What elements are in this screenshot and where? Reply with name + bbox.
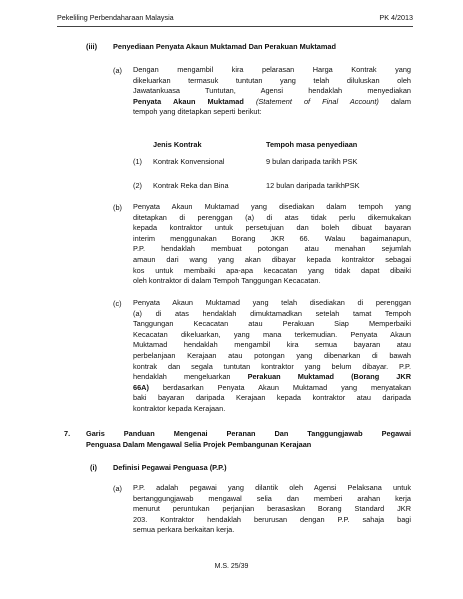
- table-row-period: 9 bulan daripada tarikh PSK: [266, 157, 358, 166]
- table-header-contract-type: Jenis Kontrak: [153, 140, 202, 149]
- header-rule: [57, 26, 413, 27]
- section-7-i-heading: Definisi Pegawai Penguasa (P.P.): [113, 463, 227, 472]
- paragraph-a-line: Jawatankuasa Tuntutan, Agensi hendaklah menyediakan: [133, 86, 411, 96]
- table-row-number: (2): [133, 181, 142, 190]
- section-7-paragraph-a: [133, 483, 411, 536]
- table-row-type: Kontrak Konvensional: [153, 157, 225, 166]
- paragraph-b-line: ditetapkan di perenggan (a) di atas tidak perlu dikemukakan: [133, 212, 411, 222]
- paragraph-c-line: (a) di atas hendaklah dimuktamadkan setelah tamat Tempoh: [133, 308, 411, 318]
- header-left: Pekeliling Perbendaharaan Malaysia: [57, 13, 174, 22]
- table-header-preparation-period: Tempoh masa penyediaan: [266, 140, 358, 149]
- paragraph-c-label: (c): [113, 299, 122, 308]
- paragraph-b-line: P.P. hendaklah membuat potongan atau menahan sejumlah: [133, 244, 411, 254]
- page-number: M.S. 25/39: [214, 563, 249, 570]
- paragraph-b-line: oleh kontraktor di dalam Tempoh Tanggungan Kecacatan.: [133, 276, 321, 286]
- section-7-heading-line: Garis Panduan Mengenai Peranan Dan Tanggungjawab Pegawai: [86, 429, 411, 438]
- section-iii-heading: Penyediaan Penyata Akaun Muktamad Dan Perakuan Muktamad: [113, 42, 336, 51]
- paragraph-c-line: kontrak dan segala tuntutan kontraktor yang belum dibayar. P.P.: [133, 361, 411, 371]
- statement-of-final-account-term: (Statement of Final Account): [255, 96, 379, 106]
- section-7-heading: [86, 429, 411, 450]
- paragraph-c-line-9-rest: berdasarkan Penyata Akaun Muktamad yang menyatakan: [162, 382, 411, 392]
- section-7-i-number: (i): [90, 463, 97, 472]
- paragraph-c-line: baki bayaran daripada Kerajaan kepada kontraktor atau daripada: [133, 393, 411, 403]
- header-right: PK 4/2013: [379, 13, 413, 22]
- paragraph-a-line-4-rest: dalam: [390, 96, 411, 106]
- paragraph-c-line: kontraktor kepada Kerajaan.: [133, 403, 226, 413]
- borang-jkr-66a-term: 66A): [133, 382, 149, 392]
- paragraph-c-line-8-pre: hendaklah mengeluarkan: [133, 372, 231, 382]
- paragraph-c-line-8: [133, 372, 411, 383]
- paragraph-b-line: kos untuk membaiki apa-apa kecacatan yang tidak dapat dibaiki: [133, 265, 411, 275]
- table-row-type: Kontrak Reka dan Bina: [153, 181, 229, 190]
- table-row-period: 12 bulan daripada tarikhPSK: [266, 181, 360, 190]
- paragraph-a-line: tempoh yang ditetapkan seperti berikut:: [133, 107, 262, 117]
- section-7-heading-line: Penguasa Dalam Mengawal Selia Projek Pembangunan Kerajaan: [86, 439, 312, 449]
- perakuan-muktamad-term: Perakuan Muktamad (Borang JKR: [247, 372, 411, 382]
- paragraph-c-line: Penyata Akaun Muktamad yang telah disediakan di perenggan: [133, 298, 411, 307]
- section-7-paragraph-a-line: bertanggungjawab mengawal selia dan memberi arahan kerja: [133, 493, 411, 503]
- section-7-paragraph-a-line: P.P. adalah pegawai yang dilantik oleh Agensi Pelaksana untuk: [133, 483, 411, 492]
- paragraph-b-label: (b): [113, 203, 122, 212]
- paragraph-c-line: Muktamad hendaklah mengambil kira semua bayaran atau: [133, 340, 411, 350]
- section-7-number: 7.: [64, 429, 71, 438]
- paragraph-c-line: perbelanjaan Kerajaan atau potongan yang dibenarkan di bawah: [133, 350, 411, 360]
- paragraph-b-line: kepada kontraktor untuk persetujuan dan boleh dibuat bayaran: [133, 223, 411, 233]
- paragraph-c-line-9: [133, 383, 411, 394]
- table-row-number: (1): [133, 157, 142, 166]
- paragraph-c: [133, 298, 411, 415]
- paragraph-a: [133, 65, 411, 118]
- section-iii-number: (iii): [86, 42, 98, 51]
- paragraph-b: [133, 202, 411, 287]
- paragraph-c-line: Kecacatan dikeluarkan, yang mana terkemudian. Penyata Akaun: [133, 329, 411, 339]
- section-7-paragraph-a-line: 203. Kontraktor hendaklah berurusan dengan P.P. sahaja bagi: [133, 514, 411, 524]
- paragraph-c-line: Tanggungan Kecacatan atau Perakuan Siap Memperbaiki: [133, 319, 411, 329]
- paragraph-a-label: (a): [113, 66, 122, 75]
- section-7-paragraph-a-label: (a): [113, 484, 122, 493]
- penyata-akaun-muktamad-term: Penyata Akaun Muktamad: [133, 96, 244, 106]
- section-7-paragraph-a-line: semua perkara berkaitan kerja.: [133, 525, 235, 535]
- paragraph-b-line: amaun dari wang yang akan dibayar kepada kontraktor sebagai: [133, 254, 411, 264]
- paragraph-a-line: Dengan mengambil kira pelarasan Harga Kontrak yang: [133, 65, 411, 74]
- paragraph-b-line: interim menggunakan Borang JKR 66. Walau bagaimanapun,: [133, 233, 411, 243]
- section-7-paragraph-a-line: menurut peruntukan perjanjian berasaskan Borang Standard JKR: [133, 504, 411, 514]
- paragraph-b-line: Penyata Akaun Muktamad yang disediakan dalam tempoh yang: [133, 202, 411, 211]
- paragraph-a-line: dikeluarkan termasuk tuntutan yang telah diluluskan oleh: [133, 75, 411, 85]
- paragraph-a-line-4: [133, 97, 411, 108]
